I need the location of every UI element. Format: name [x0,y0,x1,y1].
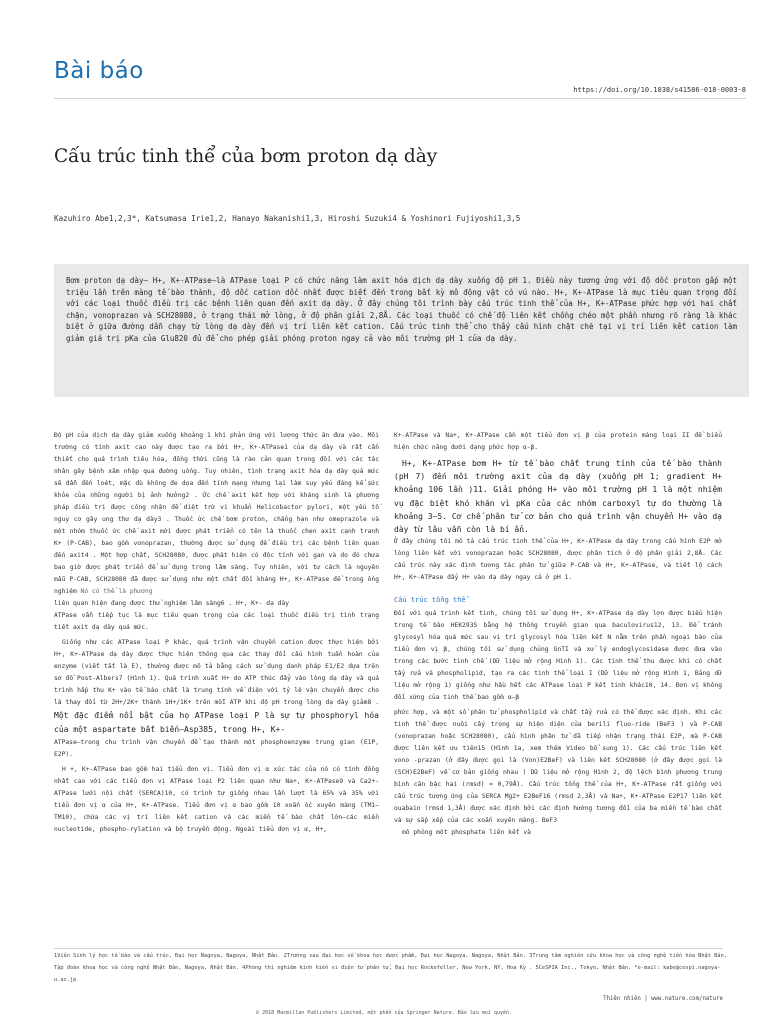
doi-link[interactable]: https://doi.org/10.1038/s41586-018-0003-8 [573,86,746,94]
body-paragraph: H+, K+-ATPase bơm H+ từ tế bào chất trung tính của tế bào thành (pH 7) đến môi trường axit của dạ dày (xuống pH 1; gradient H+ khoảng 106 lần )11. Giải phóng H+ vào môi trường pH 1 là một nhiệm vụ đặc biệt khó khăn vì pKa của các nhóm carboxyl tự do thường là khoảng 3–5. Cơ chế phân tử cơ bản cho quá trình vận chuyển H+ vào dạ dày từ lâu vẫn còn là bí ẩn. Ở đây chúng tôi mô tả cấu trúc tinh thể của H+, K+-ATPase dạ dày trong cấu hình E2P mở lòng liên kết với vonoprazan hoặc SCH28080, được phân tích ở độ phân giải 2,8Å. Các cấu trúc này xác định tương tác phân tử giữa P-CAB và H+, K+-ATPase, và tiết lộ cách H+, K+-ATPase đẩy H+ vào dạ dày ngay cả ở pH 1. [394,459,722,582]
body-paragraph: Giống như các ATPase loại P khác, quá trình vận chuyển cation được thực hiện bởi H+, K+-ATPase dạ dày được thực hiện thông qua các thay đổi cấu hình tuần hoàn của enzyme (viết tắt là E), thường được mô tả bằng cách sử dụng danh pháp E1/E2 dựa trên sơ đồ Post-Albers7 (Hình 1). Quá trình xuất H+ do ATP thúc đẩy vào lòng dạ dày và quá trình hấp thu K+ vào tế bào chất là trung tính về điện với tỷ lệ vận chuyển được cho là thay đổi từ 2H+/2K+ thành 1H+/1K+ trên mỗi ATP khi độ pH trong lòng dạ dày giảm8 . Một đặc điểm nổi bật của họ ATPase loại P là sự tự phosphoryl hóa của một aspartate bất biến—Asp385, trong H+, K+- ATPase—trong chu trình vận chuyển để tạo thành một phosphoenzyme trung gian (E1P, E2P). [54,639,379,758]
body-paragraph: Đối với quá trình kết tinh, chúng tôi sử dụng H+, K+-ATPase dạ dày lợn được biểu hiện trong tế bào HEK293S bằng hệ thống truyền gian qua baculovirus12, 13. Để tránh glycosyl hóa quá mức sau vị trí glycosyl hóa liên kết N nằm trên phần ngoại bào của tiểu đơn vị β, chúng tôi sử dụng chủng GnTI và xử lý endoglycosidase được đưa vào trong các bước tinh chế (Dữ liệu mở rộng Hình 1). Các tinh thể thu được khi có chất tẩy rửa và phospholipid, tạo ra các tinh thể loại I (Dữ liệu mở rộng Hình 1, Bảng dữ liệu mở rộng 1) giống như hầu hết các ATPase loại P kết tinh khác10, 14. Đơn vị không đối xứng của tinh thể bao gồm α–β [394,610,722,702]
body-paragraph: Độ pH của dịch dạ dày giảm xuống khoảng 1 khi phản ứng với lượng thức ăn đưa vào. Môi trường có tính axit cao này được tạo ra bởi H+, K+-ATPase1 của dạ dày và rất cần thiết cho quá trình tiêu hóa, đồng thời cũng là rào cản quan trọng đối với các tác nhân gây bệnh xâm nhập qua đường uống. Tuy nhiên, tình trạng axit hóa dạ dày quá mức sẽ dẫn đến loét, mặc dù không đe dọa đến tính mạng nhưng lại làm suy yếu đáng kể sức khỏe của những người bị ảnh hưởng2 . Ức chế axit kết hợp với kháng sinh là phương pháp điều trị được công nhận để diệt trừ vi khuẩn Helicobactor pylori, một yếu tố nguy cơ gây ung thư dạ dày3 . Thuốc ức chế bơm proton, chẳng hạn như omeprazole và một nhóm thuốc ức chế axit mới được phát triển có tên là thuốc chẹn axit cạnh tranh K+ (P-CAB), bao gồm vonoprazan, thường được sử dụng để điều trị các bệnh liên quan đến axit4 . Một hợp chất, SCH28080, được phát hiện có độc tính với gan và do đó chưa bao giờ được phát triển để sử dụng trong lâm sàng. Tuy nhiên, với tư cách là nguyên mẫu P-CAB, SCH28080 đã được sử dụng như một chất đối kháng H+, K+-ATPase để trong ống nghiệm Nó có thể là phương liên quan hiện đang được thử nghiệm lâm sàng6 . H+, K+- dạ dày ATPase vẫn tiếp tục là mục tiêu quan trọng của các loại thuốc điều trị tình trạng tiết axit dạ dày quá mức. [54,432,379,631]
body-paragraph: K+-ATPase và Na+, K+-ATPase cần một tiểu đơn vị β của protein màng loại II để biểu hiện chức năng dưới dạng phức hợp α-β. [394,432,722,451]
overlapping-text: Nó có thể là phương [80,588,153,595]
body-paragraph: H +, K+-ATPase bao gồm hai tiểu đơn vị. Tiểu đơn vị α xúc tác của nó có tính đồng nhất cao với các tiểu đơn vị ATPase loại P2 liên quan như Na+, K+-ATPase9 và Ca2+-ATPase lưới nội chất (SERCA)10, có trình tự giống nhau lần lượt là 65% và 35% với tiểu đơn vị α của H+, K+-ATPase. Tiểu đơn vị α bao gồm 10 xoắn ốc xuyên màng (TM1–TM10), chứa các vị trí liên kết cation và các miền tế bào chất lớn—các miền nucleotide, phospho-rylation và bộ truyền động. Ngoài tiểu đơn vị α, H+, [54,766,379,833]
abstract-box [54,264,749,397]
section-heading: Cấu trúc tổng thể [394,596,466,605]
copyright-notice: © 2018 Macmillan Publishers Limited, một phần của Springer Nature. Bảo lưu mọi quyền. [256,1010,512,1016]
article-type-label: Bài báo [54,58,144,84]
right-column [394,430,722,842]
footnote-divider [54,948,723,949]
journal-footer[interactable]: Thiên nhiên | www.nature.com/nature [603,996,723,1002]
header-divider [54,98,746,99]
emphasis-text: H+, K+-ATPase bơm H+ từ tế bào chất trung tính của tế bào thành (pH 7) đến môi trường axit của dạ dày (xuống pH 1; gradient H+ khoảng 106 lần )11. Giải phóng H+ vào môi trường pH 1 là một nhiệm vụ đặc biệt khó khăn vì pKa của các nhóm carboxyl tự do thường là khoảng 3–5. Cơ chế phân tử cơ bản cho quá trình vận chuyển H+ vào dạ dày từ lâu vẫn còn là bí ẩn. [394,459,722,535]
author-list: Kazuhiro Abe1,2,3*, Katsumasa Irie1,2, Hanayo Nakanishi1,3, Hiroshi Suzuki4 & Yoshinori Fujiyoshi1,3,5 [54,214,521,223]
body-paragraph: phức hợp, và một số phân tử phospholipid và chất tẩy rửa có thể được xác định. Khi các tinh thể được nuôi cấy trong sự hiện diện của berili fluo-ride (BeF3 ) và P-CAB (vonoprazan hoặc SCH28080), cấu hình phân tử đã tiếp nhận trạng thái E2P, mà P-CAB được liên kết ưu tiên15 (Hình 1a, xem thêm Video bổ sung 1). Các cấu trúc liên kết vono -prazan (ở đây được gọi là (Von)E2BeF) và liên kết SCH28080 (ở đây được gọi là (SCH)E2BeF) về cơ bản giống nhau ( Dữ liệu mở rộng Hình 2, độ lệch bình phương trung bình căn bậc hai (rmsd) = 0,79Å). Cấu trúc tổng thể của H+, K+-ATPase rất giống với cấu trúc tương ứng của SERCA Mg2+ E2BeF16 (rmsd 2,3Å) và Na+, K+-ATPase E2P17 liên kết ouabain (rmsd 1,3Å) được xác định bởi các định hướng tương đối của ba miền tế bào chất và sự sắp xếp của các xoắn xuyên màng. BeF3 mô phỏng một phosphate liên kết và [394,709,722,837]
left-column [54,430,379,839]
affiliation-footnotes: 1Viện Sinh lý học tế bào và cấu trúc, Đại học Nagoya, Nagoya, Nhật Bản. 2Trường sau đại học về khoa học dược phẩm, Đại học Nagoya, Nagoya, Nhật Bản. 3Trung tâm nghiên cứu khoa học và công nghệ tiền hóa Nhật Bản, Tập đoàn khoa học và công nghệ Nhật Bản, Nagoya, Nhật Bản. 4Phòng thí nghiệm kính hiển vi điện tử phân tử, Đại học Rockefeller, New York, NY, Hoa Kỳ . 5CeSPIA Inc., Tokyo, Nhật Bản. *e-mail: kabe@cespi.nagoya-u.ac.jp [54,953,727,983]
article-title: Cấu trúc tinh thể của bơm proton dạ dày [54,146,438,167]
emphasis-text: Một đặc điểm nổi bật của họ ATPase loại P là sự tự phosphoryl hóa của một aspartate bất biến—Asp385, trong H+, K+- [54,711,379,734]
abstract-text: Bơm proton dạ dày— H+, K+-ATPase—là ATPase loại P có chức năng làm axit hóa dịch dạ dày xuống độ pH 1. Điều này tương ứng với độ dốc proton gấp một triệu lần trên màng tế bào thành, độ dốc cation dốc nhất được biết đến trong bất kỳ mô động vật có vú nào. H+, K+-ATPase là mục tiêu quan trọng đối với các loại thuốc điều trị các bệnh liên quan đến axit dạ dày. Ở đây chúng tôi trình bày cấu trúc tinh thể của H+, K+-ATPase phức hợp với hai chất chặn, vonoprazan và SCH28080, ở trạng thái mở lòng, ở độ phân giải 2,8Å. Các loại thuốc có chế độ liên kết chồng chéo một phần nhưng rõ ràng là khác biệt ở giữa đường dẫn chạy từ lòng dạ dày đến vị trí liên kết cation. Cấu trúc tinh thể cho thấy cấu hình chặt chẽ tại vị trí liên kết cation làm giảm giá trị pKa của Glu820 đủ để cho phép giải phóng proton ngay cả vào môi trường pH 1 của dạ dày. [66,276,737,343]
